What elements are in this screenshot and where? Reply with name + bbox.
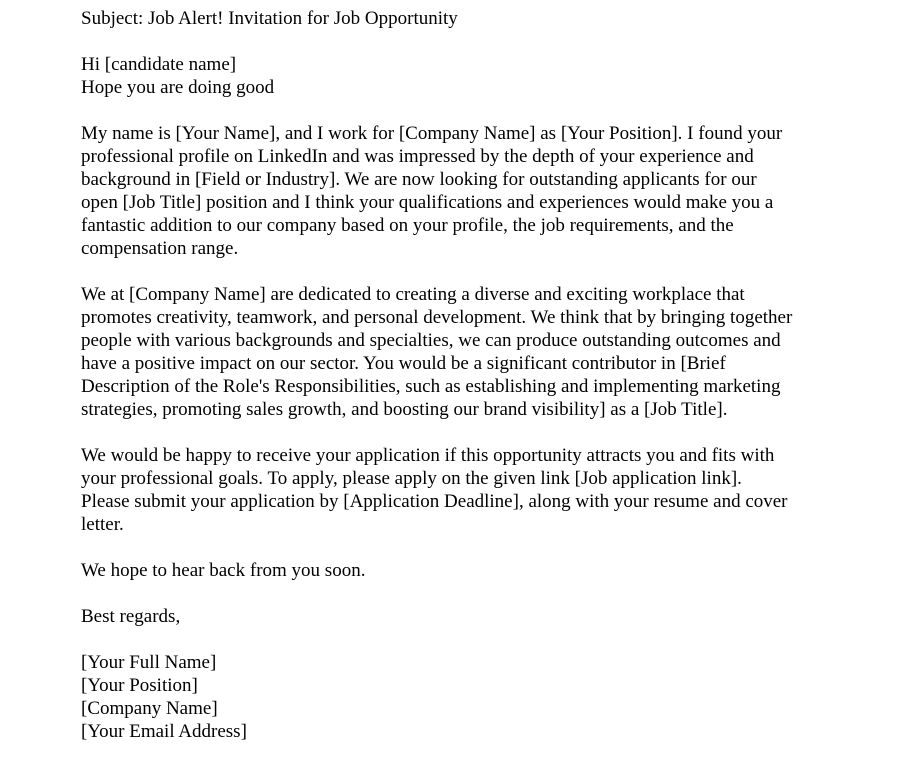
paragraph-line: We would be happy to receive your application if this opportunity attracts you and fits with [81, 445, 775, 466]
signoff-block [81, 605, 871, 628]
paragraph-company [81, 283, 871, 421]
signature-email: [Your Email Address] [81, 721, 247, 742]
paragraph-line: Please submit your application by [Application Deadline], along with your resume and cover [81, 491, 788, 512]
closing-block [81, 559, 871, 582]
paragraph-line: promotes creativity, teamwork, and personal development. We think that by bringing together [81, 307, 793, 328]
paragraph-line: your professional goals. To apply, please apply on the given link [Job application link]. [81, 468, 742, 489]
paragraph-application [81, 444, 871, 536]
paragraph-line: background in [Field or Industry]. We are now looking for outstanding applicants for our [81, 169, 757, 190]
paragraph-line: professional profile on LinkedIn and was impressed by the depth of your experience and [81, 146, 754, 167]
paragraph-line: have a positive impact on our sector. You would be a significant contributor in [Brief [81, 353, 726, 374]
paragraph-line: letter. [81, 514, 124, 535]
paragraph-line: We at [Company Name] are dedicated to creating a diverse and exciting workplace that [81, 284, 745, 305]
paragraph-line: open [Job Title] position and I think your qualifications and experiences would make you a [81, 192, 774, 213]
paragraph-line: fantastic addition to our company based on your profile, the job requirements, and the [81, 215, 734, 236]
greeting-wellwish: Hope you are doing good [81, 77, 275, 98]
email-document [81, 7, 871, 766]
subject-block [81, 7, 871, 30]
greeting-block [81, 53, 871, 99]
paragraph-line: people with various backgrounds and specialties, we can produce outstanding outcomes and [81, 330, 781, 351]
greeting-line: Hi [candidate name] [81, 54, 237, 75]
email-subject: Subject: Job Alert! Invitation for Job Opportunity [81, 8, 458, 29]
paragraph-line: Description of the Role's Responsibilities, such as establishing and implementing marketing [81, 376, 781, 397]
signature-block [81, 651, 871, 743]
signature-company: [Company Name] [81, 698, 218, 719]
closing-line: We hope to hear back from you soon. [81, 560, 366, 581]
sign-off: Best regards, [81, 606, 181, 627]
paragraph-line: My name is [Your Name], and I work for [Company Name] as [Your Position]. I found your [81, 123, 783, 144]
signature-full-name: [Your Full Name] [81, 652, 217, 673]
signature-position: [Your Position] [81, 675, 198, 696]
paragraph-line: compensation range. [81, 238, 239, 259]
paragraph-introduction [81, 122, 871, 260]
paragraph-line: strategies, promoting sales growth, and boosting our brand visibility] as a [Job Title]. [81, 399, 728, 420]
